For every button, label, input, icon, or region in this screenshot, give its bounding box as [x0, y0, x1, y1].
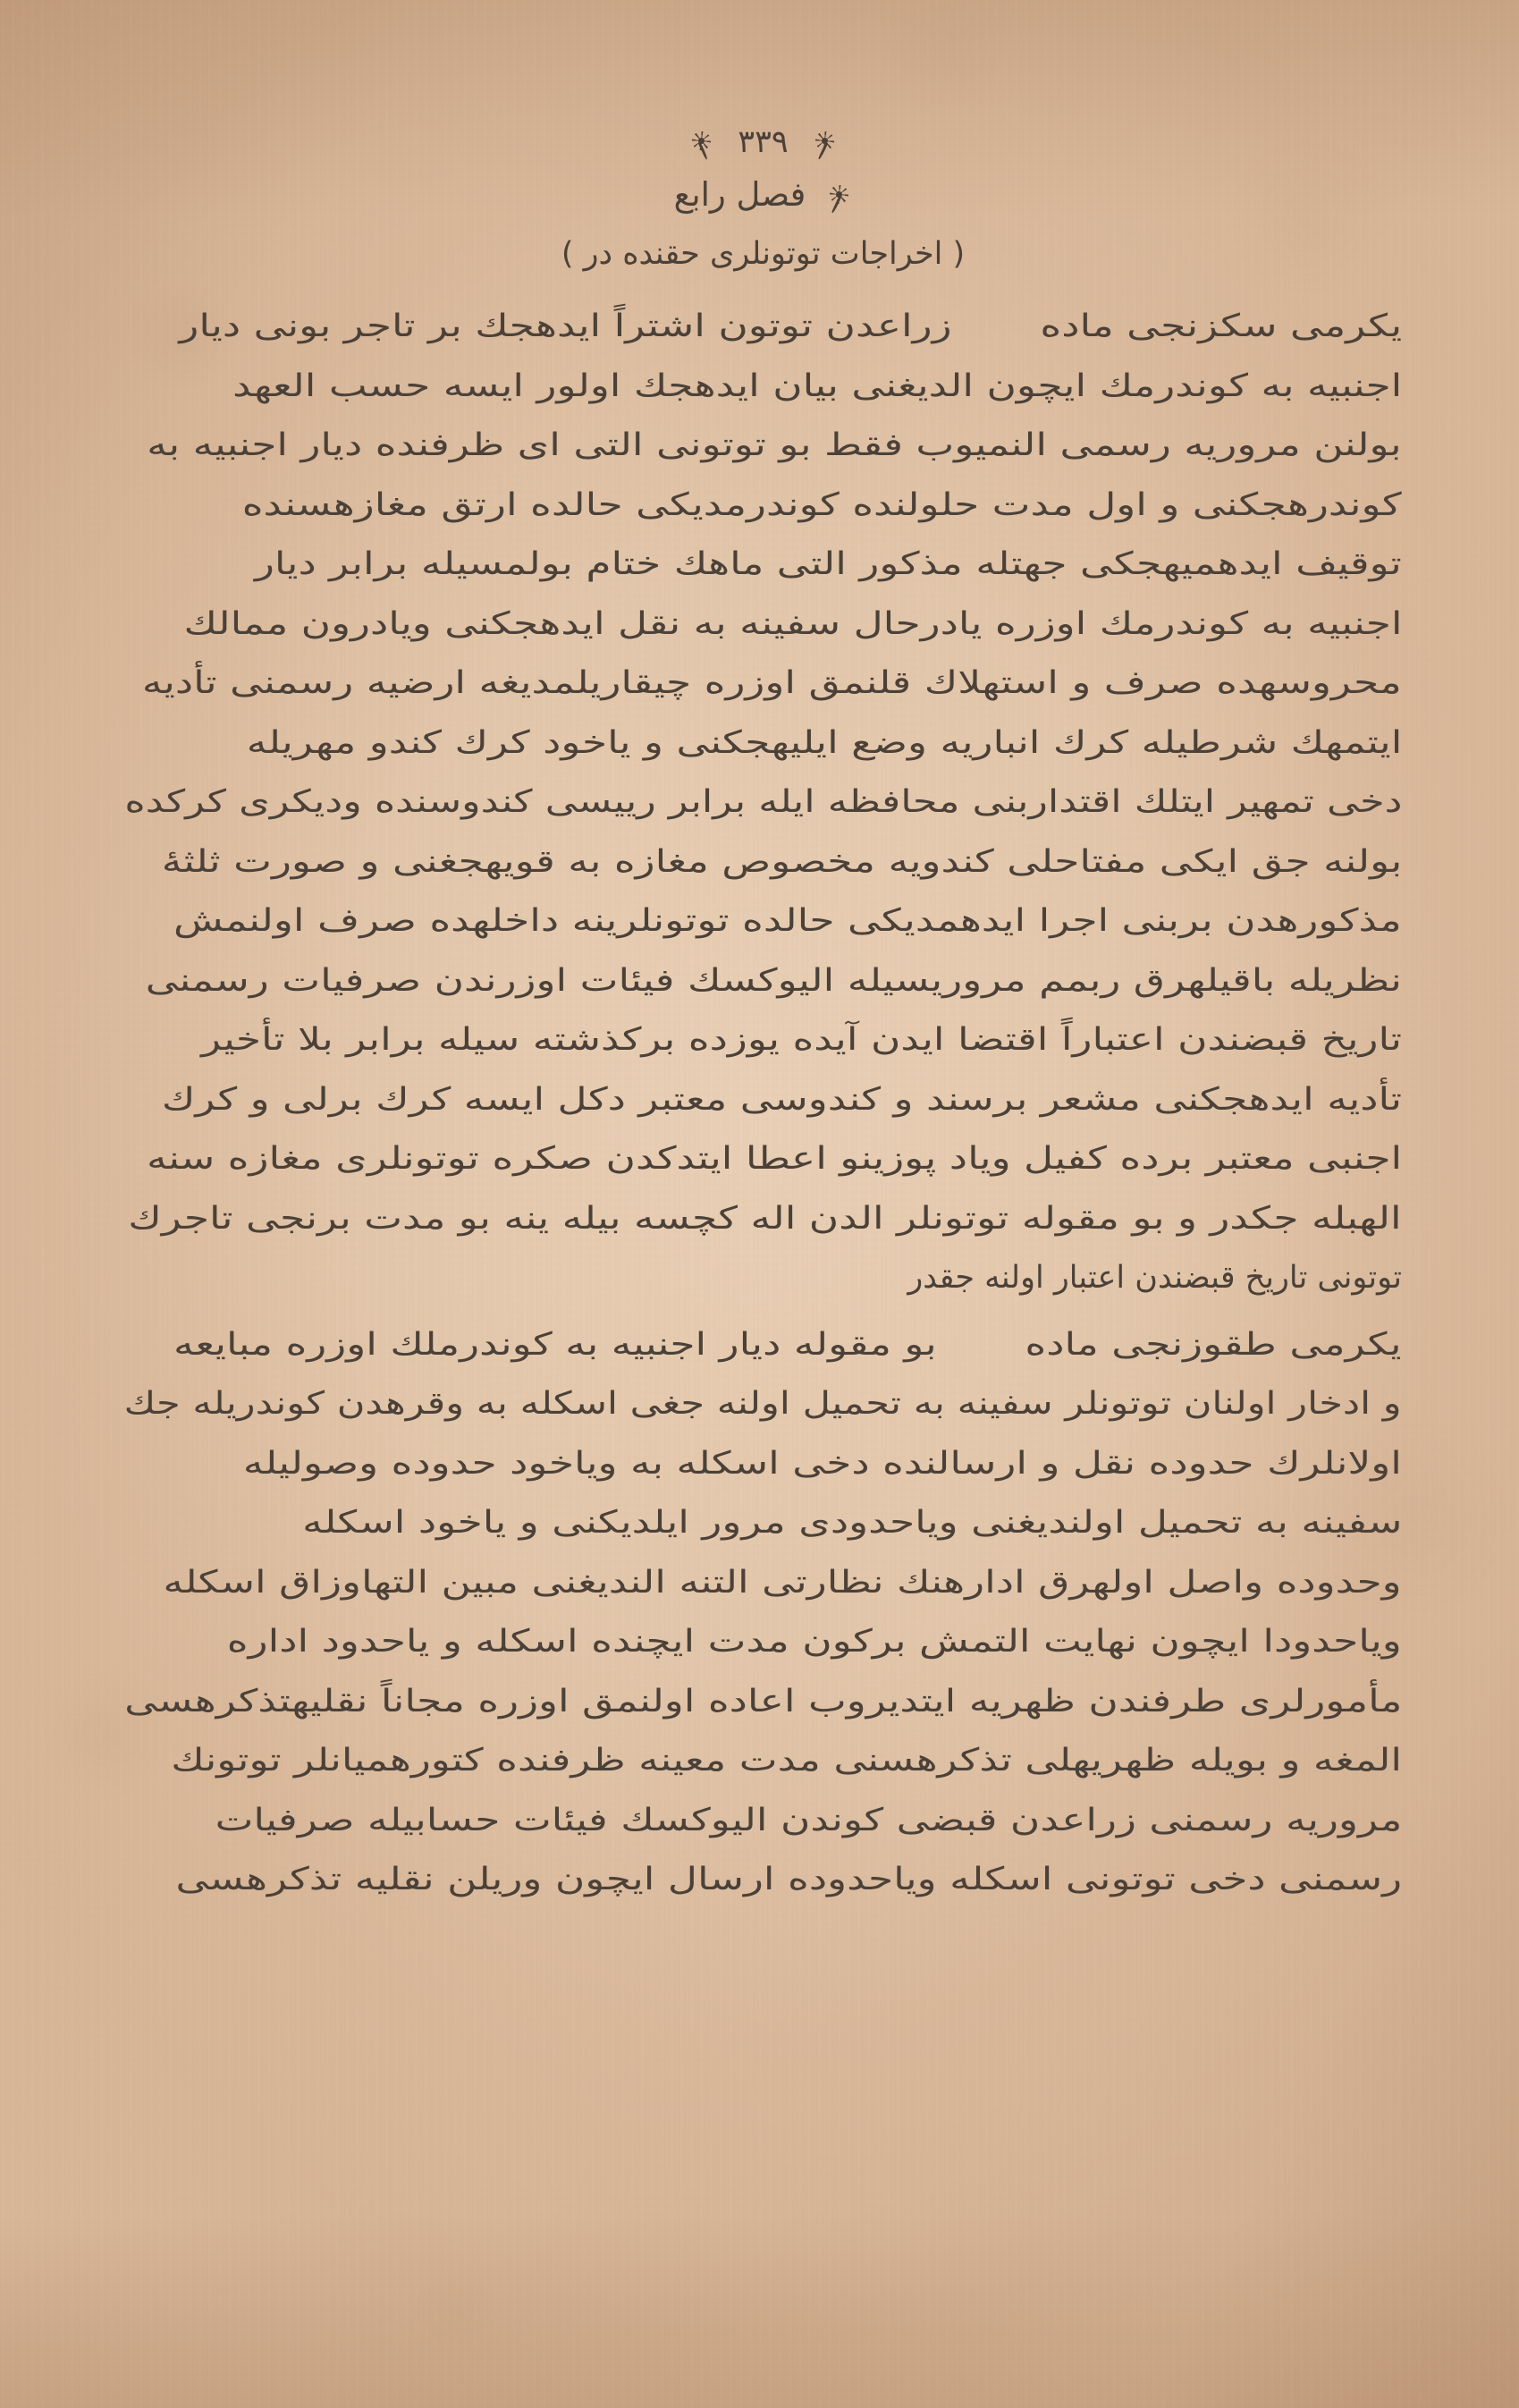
- line-text: زراعدن توتون اشتراً ایدهجك بر تاجر بونی دیار: [179, 308, 952, 344]
- text-line: و ادخار اولنان توتونلر سفینه به تحمیل اولنه جغی اسكله به وقرهدن كوندریله جك: [124, 1386, 1402, 1422]
- text-line: المغه و بویله ظهریهلی تذكرهسنی مدت معینه ظرفنده كتورهمیانلر توتونك: [171, 1743, 1402, 1779]
- text-line: اجنبیه به كوندرمك ایچون الدیغنی بیان ایدهجك اولور ایسه حسب العهد: [232, 368, 1402, 404]
- text-line: اجنبیه به كوندرمك اوزره یادرحال سفینه به نقل ایدهجكنی ویادرون ممالك: [182, 605, 1402, 642]
- text-line: سفینه به تحمیل اولندیغنی ویاحدودی مرور ایلدیكنی و یاخود اسكله: [301, 1505, 1402, 1541]
- article-29-heading: یکرمی طقوزنجی ماده: [1025, 1326, 1402, 1363]
- text-line: محروسهده صرف و استهلاك قلنمق اوزره چیقاریلمدیغه ارضیه رسمنی تأدیه: [142, 665, 1402, 701]
- text-line: نظریله باقیلهرق ربمم مروریسیله الیوكسك فیئات اوزرندن صرفیات رسمنی: [145, 962, 1402, 999]
- text-line: مذكورهدن بربنی اجرا ایدهمدیكی حالده توتونلرینه داخلهده صرف اولنمش: [173, 903, 1402, 939]
- chapter-subtitle: ( اخراجات توتونلری حقنده در ): [561, 236, 966, 272]
- text-line: توقیف ایدهمیهجكی جهتله مذكور التی ماهك ختام بولمسیله برابر دیار: [255, 546, 1402, 582]
- text-line: بولنن مروریه رسمی النمیوب فقط بو توتونی التی ای ظرفنده دیار اجنبیه به: [147, 427, 1402, 463]
- article-29-opening-line: [124, 1315, 1402, 1375]
- text-line: مروریه رسمنی زراعدن قبضی كوندن الیوكسك فیئات حسابیله صرفیات: [215, 1802, 1402, 1838]
- text-line-final: توتونی تاریخ قبضندن اعتبار اولنه جقدر: [907, 1260, 1402, 1296]
- chapter-title-line: [124, 166, 1402, 222]
- text-line: وحدوده واصل اولهرق ادارهنك نظارتی التنه الندیغنی مبین التهاوزاق اسكله: [163, 1564, 1402, 1601]
- article-28: [124, 297, 1402, 1308]
- page-number: ٣٣٩: [738, 124, 789, 160]
- floret-ornament-icon: [688, 127, 714, 154]
- text-line: ویاحدودا ایچون نهایت التمش بركون مدت ایچنده اسكله و یاحدود اداره: [226, 1624, 1402, 1660]
- article-28-opening-line: [124, 297, 1402, 357]
- text-line: مأمورلری طرفندن ظهریه ایتدیروب اعاده اولنمق اوزره مجاناً نقلیهتذكرهسی: [124, 1683, 1402, 1719]
- text-line: ایتمهك شرطیله كرك انباریه وضع ایلیهجكنی و یاخود كرك كندو مهریله: [246, 724, 1402, 761]
- text-line: بولنه جق ایكی مفتاحلی كندویه مخصوص مغازه به قویهجغنی و صورت ثلثهٔ: [161, 843, 1402, 880]
- text-line: تأدیه ایدهجكنی مشعر برسند و كندوسی معتبر دكل ایسه كرك برلی و كرك: [161, 1081, 1402, 1118]
- text-line: الهبله جكدر و بو مقوله توتونلر الدن اله كچسه بیله ینه بو مدت برنجی تاجرك: [128, 1200, 1402, 1237]
- folio-line: [124, 114, 1402, 166]
- text-line: اولانلرك حدوده نقل و ارسالنده دخی اسكله به ویاخود حدوده وصولیله: [243, 1445, 1402, 1482]
- text-line: رسمنی دخی توتونی اسكله ویاحدوده ارسال ایچون وریلن نقلیه تذكرهسی: [175, 1862, 1402, 1897]
- article-29: [124, 1315, 1402, 1910]
- text-line: تاریخ قبضندن اعتباراً اقتضا ایدن آیده یوزده بركذشته سیله برابر بلا تأخیر: [200, 1022, 1402, 1058]
- text-line: دخی تمهیر ایتلك اقتداربنی محافظه ایله برابر رییسی كندوسنده ودیكری كركده: [124, 784, 1402, 820]
- floret-ornament-icon: [812, 127, 839, 154]
- article-28-heading: یکرمی سکزنجی ماده: [1040, 308, 1402, 344]
- line-text: بو مقوله دیار اجنبیه به كوندرملك اوزره مبایعه: [173, 1326, 938, 1363]
- text-line: كوندرهجكنی و اول مدت حلولنده كوندرمدیكی حالده ارتق مغازهسنده: [242, 486, 1402, 523]
- floret-ornament-icon: [825, 181, 852, 207]
- text-block: [124, 114, 1402, 1910]
- text-line: اجنبی معتبر برده كفیل ویاد پوزینو اعطا ایتدكدن صكره توتونلری مغازه سنه: [146, 1141, 1402, 1177]
- chapter-title: فصل رابع: [673, 174, 806, 214]
